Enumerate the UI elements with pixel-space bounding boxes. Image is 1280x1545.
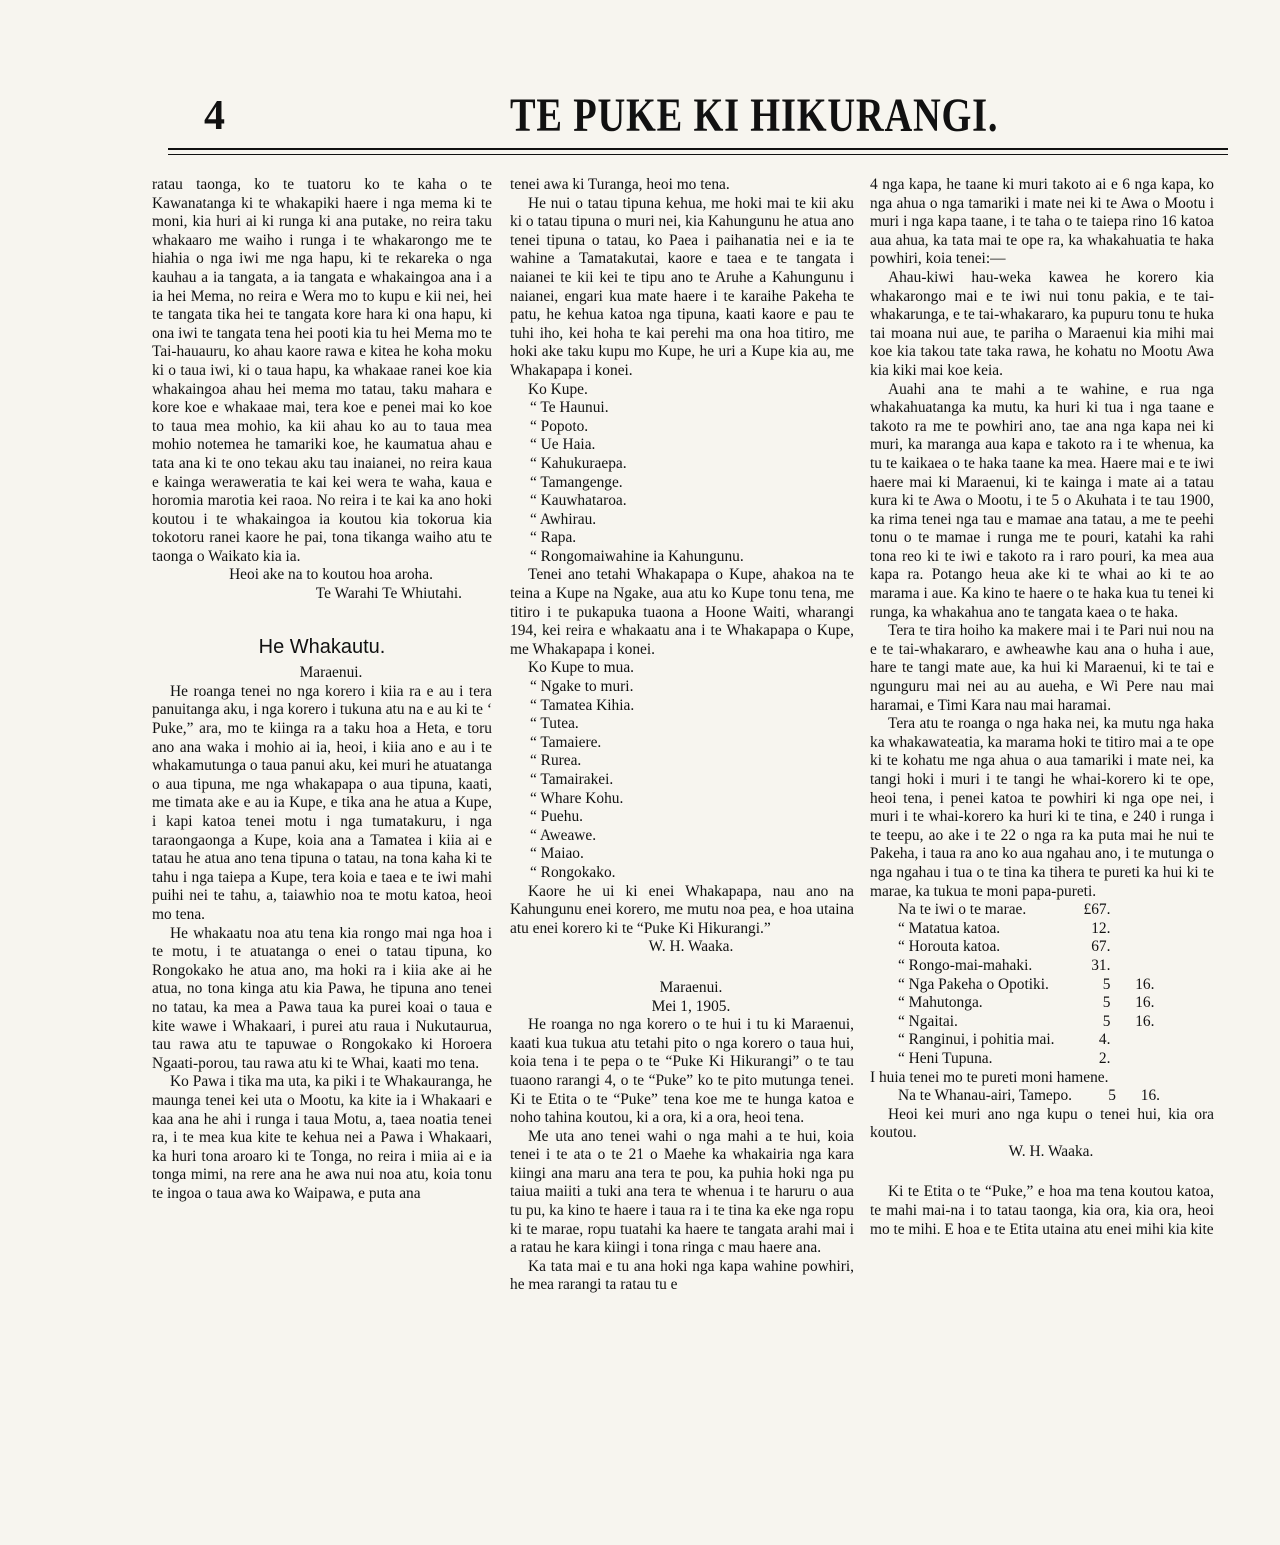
table-row: [898, 1031, 1158, 1050]
genealogy-item: “ Tamatea Kihia.: [530, 696, 635, 714]
amount-shillings: 16.: [1135, 994, 1155, 1012]
table-row: [898, 957, 1158, 976]
paragraph: Ka tata mai e tu ana hoki nga kapa wahine powhiri, he mea rarangi ta ratau tu e: [510, 1257, 854, 1294]
genealogy-item: “ Tamangenge.: [530, 473, 623, 491]
column-3: [870, 176, 1214, 1239]
table-row: [898, 938, 1158, 957]
contributor: “ Nga Pakeha o Opotiki.: [898, 975, 1049, 993]
genealogy-list: [510, 399, 854, 566]
amount-shillings: [1114, 957, 1158, 976]
contributor: Na te Whanau-airi, Tamepo.: [898, 1087, 1072, 1105]
page-number: 4: [204, 93, 225, 139]
header-rule: [168, 148, 1228, 150]
dateline-date: Mei 1, 1905.: [651, 997, 731, 1015]
genealogy-item: “ Puehu.: [530, 808, 584, 826]
paragraph: Ahau-kiwi hau-weka kawea he korero kia whakarongo mai e te iwi nui tonu pakia, e te tai-whakarunga, e te tai-whakararo, ka pupuru tonu te huka tai moana nui aue, te pariha o Maraenui kia mihi mai koe kia takou tate taka rawa, he kohatu no Mootu Awa kia kiki mai koe keia.: [870, 268, 1214, 379]
table-row: [898, 1087, 1164, 1106]
paragraph: I huia tenei mo te pureti moni hamene.: [870, 1068, 1109, 1086]
paragraph: Ki te Etita o te “Puke,” e hoa ma tena koutou katoa, te mahi mai-na i to tatau taonga, kia ora, kia ora, heoi mo te mihi. E hoa e te Etita utaina atu enei mihi kia kite: [870, 1183, 1214, 1238]
contributor: “ Horouta katoa.: [898, 938, 1001, 956]
amount-pounds: 5: [1102, 1012, 1111, 1030]
genealogy-item: “ Rongomaiwahine ia Kahungunu.: [530, 547, 744, 565]
contributor: “ Ranginui, i pohitia mai.: [898, 1031, 1055, 1049]
contributor: Na te iwi o te marae.: [898, 901, 1027, 919]
amount-pounds: 31.: [1091, 956, 1111, 974]
contribution-line: [898, 1087, 1164, 1106]
genealogy-item: “ Rongokako.: [530, 863, 616, 881]
genealogy-item: “ Popoto.: [530, 417, 589, 435]
paragraph: Kaore he ui ki enei Whakapapa, nau ano na Kahungunu enei korero, me mutu noa pea, e hoa utaina atu enei korero ki te “Puke Ki Hikurangi.”: [510, 882, 854, 937]
column-2: [510, 176, 854, 1295]
amount-pounds: 67.: [1091, 938, 1111, 956]
contributor: “ Heni Tupuna.: [898, 1049, 993, 1067]
amount-pounds: 5: [1102, 994, 1111, 1012]
amount-pounds: 2.: [1098, 1049, 1111, 1067]
genealogy-item: “ Tutea.: [530, 715, 579, 733]
contributions-table: [898, 901, 1158, 1068]
paragraph: He roanga no nga korero o te hui i tu ki Maraenui, kaati kua tukua atu tetahi pito o nga korero o taua hui, koia tena i te pepa o te “Puke Ki Hikurangi” o te tau tuaono rarangi 4, o te “Puke” ko te pito mutunga tenei. Ki te Etita o te “Puke” tena koe me te hunga katoa e noho tahina koutou, ki a ora, ki a ora, heoi tena.: [510, 1016, 854, 1127]
paragraph: Tera te tira hoiho ka makere mai i te Pari nui nou na e te tai-whakararo, e awheawhe kau ana o huha i aue, hare te tangi mate aue, ka hui ki Maraenui, ki te tai e ngunguru mai nei au au aueha, e Wi Pere nau mai haramai, e Timi Kara nau mai haramai.: [870, 622, 1214, 714]
genealogy-item: “ Tamaiere.: [530, 733, 602, 751]
paragraph: Me uta ano tenei wahi o nga mahi a te hui, koia tenei i te ata o te 21 o Maehe ka whakairia nga kara kiingi ana maru ana tera te pou, ka puhia hoki nga pu taiua maiiti a tuki ana tera te whenua i te haruru o aua tu pu, ka kino te haere i taua ra i te tina ka eke nga ropu ki te marae, ropu tuatahi ka haere te tangata arahi mai i a ratau he kara kiingi i tona ringa c mau haere ana.: [510, 1127, 854, 1257]
amount-shillings: [1114, 901, 1158, 920]
signature: Te Warahi Te Whiutahi.: [315, 585, 462, 603]
contributor: “ Rongo-mai-mahaki.: [898, 956, 1033, 974]
paragraph: Heoi kei muri ano nga kupu o tenei hui, kia ora koutou.: [870, 1105, 1214, 1142]
genealogy-item: “ Ngake to muri.: [530, 678, 634, 696]
dateline-place: Maraenui.: [659, 978, 723, 996]
signature: W. H. Waaka.: [1008, 1142, 1094, 1160]
table-row: [898, 1050, 1158, 1069]
header-rule-thin: [168, 154, 1228, 155]
genealogy-item: “ Kauwhataroa.: [530, 492, 627, 510]
paragraph: 4 nga kapa, he taane ki muri takoto ai e 6 nga kapa, ko nga ahua o nga tamariki i mate nei ki te Awa o Mootu i muri i nga kapa taane, i te taha o te taiepa rino 16 katoa aua ahua, ka tata mai te ope ra, ka whakahuatia te haka powhiri, koia tenei:—: [870, 176, 1214, 268]
farewell-line: Heoi ake na to koutou hoa aroha.: [229, 566, 433, 584]
contributor: “ Ngaitai.: [898, 1012, 958, 1030]
dateline-place: Maraenui.: [299, 664, 363, 682]
genealogy-item: “ Rurea.: [530, 752, 582, 770]
paragraph: tenei awa ki Turanga, heoi mo tena.: [510, 176, 730, 193]
amount-pounds: £67.: [1083, 901, 1111, 919]
table-row: [898, 1013, 1158, 1032]
amount-shillings: [1114, 1050, 1158, 1069]
column-1: [152, 176, 492, 1203]
signature: W. H. Waaka.: [648, 938, 734, 956]
paragraph: Tera atu te roanga o nga haka nei, ka mutu nga haka ka whakawateatia, ka marama hoki te titiro mai a te ope ki te kohatu me nga ahua o aua tamariki i mate nei, ka tangi hoki i muri i te tangi he whai-korero ki te ope, heoi tena, i penei katoa te powhiri ki nga ope nei, i muri i te whai-korero ka huri ki te tina, e 240 i runga i te teepu, ao ake i te 22 o nga ra ka puta mai he nui te Pakeha, i taua ra ano ko aua ngahau ano, i te mutunga o nga ngahau i tua o te tina ka tihera te pureti ka hui ki te marae, ka tukua te moni papa-pureti.: [870, 715, 1215, 900]
masthead-title: TE PUKE KI HIKURANGI.: [510, 89, 999, 142]
amount-shillings: [1114, 920, 1158, 939]
genealogy-head: Ko Kupe.: [528, 380, 588, 398]
genealogy-item: “ Maiao.: [530, 845, 584, 863]
amount-shillings: [1114, 938, 1158, 957]
amount-pounds: 12.: [1091, 919, 1111, 937]
table-row: [898, 976, 1158, 995]
amount-pounds: 5: [1102, 975, 1111, 993]
paragraph: ratau taonga, ko te tuatoru ko te kaha o te Kawanatanga ki te whakapiki haere i nga mema ki te moni, kia huri ai ki runga ki ana putake, no reira taku whakaaro me waiho i runga i te whakarongo me te hiahia o nga iwi me nga hapu, ki te rekareka o nga kauhau a ia tangata, a ia tangata e whakaingoa ana i a ia hei Mema, no reira e Wera mo to kupu e kii nei, hei te tangata tika hei te tangata kore hara ki ona hapu, ki ona iwi te tangata tena hei pooti kia tu hei Mema mo te Tai-hauauru, ko ahau kaore rawa e kitea he koha moku ki o taua iwi, ki o taua hapu, ka whakaae ranei koe kia whakaingoa ahau hei mema mo tatau, taku mahara e kore koe e whakaae mai, tera koe e penei mai ko koe to taua mea mohio, ka kii ahau ko au to taua mea mohio notemea he tamariki koe, he kaumatua ahau e tata ana ki te ono tekau aku tau inaianei, no reira kaua e kainga weraweratia te kai kei wera te waha, kaua e horomia marotia kei raoa. No reira i te kai ka ano hoki koutou i te whakaingoa ia koutou kia tokorua kia tokotoru ranei kaore he pai, tona tikanga waiho atu te taonga o Waikato kia ia.: [152, 176, 492, 565]
genealogy-head: Ko Kupe to mua.: [528, 659, 635, 677]
paragraph: Ko Pawa i tika ma uta, ka piki i te Whakauranga, he maunga tenei kei uta o Mootu, ka kite ia i Whakaari e kaa ana he ahi i runga i taua Motu, a, taea noatia tenei ra, i te mea kua kite te kehua nei a Pawa i Whakaari, ka huri tona aroaro ki te Tonga, no reira i miia ai e ia tonga mimi, na rere ana he awa nui noa atu, koia tonu te ingoa o taua awa ko Waipawa, e puta ana: [152, 1073, 492, 1202]
genealogy-item: “ Te Haunui.: [530, 399, 609, 417]
table-row: [898, 920, 1158, 939]
amount-shillings: 16.: [1140, 1087, 1160, 1105]
paragraph: He nui o tatau tipuna kehua, me hoki mai te kii aku ki o tatau tipuna o muri nei, kia Kahungunu he atua ano tenei tipuna o tatau, ko Paea i paihanatia nei e ia te wahine a Tamatakutai, kaore e taea e te tangata i naianei te kii kei te tipu ano te Aruhe a Kahungunu i naianei, engari kua mate haere i te karaihe Pakeha te patu, he kehua katoa nga tipuna, kaati kaore e pau te tuhi iho, kei hoha te kai perehi ma ona hoa titiro, me hoki ake taku kupu mo Kupe, he uri a Kupe kia au, me Whakapapa i konei.: [510, 194, 854, 379]
genealogy-item: “ Whare Kohu.: [530, 789, 624, 807]
paragraph: He roanga tenei no nga korero i kiia ra e au i tera panuitanga aku, i nga korero i tukuna atu na e au ki te ‘ Puke,” ara, mo te kiinga ra a taku hoa a Heta, e toru ano ana waka i mohio ai ia, heoi, i kiia ano e au i te whakamutunga o taua panui aku, kei muri he atuatanga o aua tipuna, me nga whakapapa o aua tipuna, kaati, me timata ake e au ia Kupe, e tika ana he atua a Kupe, i kapi katoa tenei motu i nga tumatakuru, i nga taraongaonga a Kupe, koia ana a Tamatea i kiia ai e tatau he atua ano tena tipuna o tatau, na tona kaha ki te tahu i nga taiepa a Kupe, tera koia e taea e te iwi mahi puihi nei te tahu, a, taiawhio noa te motu katoa, heoi mo tena.: [152, 682, 492, 923]
genealogy-item: “ Kahukuraepa.: [530, 454, 627, 472]
genealogy-item: “ Rapa.: [530, 529, 577, 547]
contributor: “ Matatua katoa.: [898, 919, 1001, 937]
genealogy-item: “ Ue Haia.: [530, 436, 596, 454]
genealogy-item: “ Tamairakei.: [530, 771, 614, 788]
genealogy-item: “ Awhirau.: [530, 510, 597, 528]
genealogy-item: “ Aweawe.: [530, 826, 597, 844]
spacer: [510, 957, 854, 979]
amount-shillings: 16.: [1135, 1012, 1155, 1030]
paragraph: Auahi ana te mahi a te wahine, e rua nga whakahuatanga ka mutu, ka huri ki tua i nga taane e takoto ra me te powhiri ano, tae ana nga kapa nei ki muri, ka maranga aua kapa e takoto ra i te whenua, ka tu te kaikaea o te haka taane ka mea. Haere mai e te iwi haere mai ki Maraenui, ki te kainga i mate ai a tatau kura ki te Awa o Mootu, i te 5 o Akuhata i te tau 1900, ka rima tenei nga tau e mamae ana tatau, a me te peehi tonu o te mamae i runga me te pouri, katahi ka rahi tona reo ki te iwi e takoto ra i raro pouri, ka mea aua kapa ra. Potango heua ake ki te whai ao ki te ao marama i aue. Ka kino te haere o te haka kua tu tenei ki runga, ka whakahua ano te tangata kaea o te haka.: [870, 380, 1214, 621]
amount-pounds: 5: [1108, 1087, 1116, 1105]
amount-shillings: 16.: [1135, 975, 1155, 993]
paragraph: Tenei ano tetahi Whakapapa o Kupe, ahakoa na te teina a Kupe na Ngake, aua atu ko Kupe tonu tena, me titiro i te pukapuka tuaona a Hoone Waiti, wharangi 194, kei reira e whakaatu ana i te Whakapapa o Kupe, me Whakapapa i konei.: [510, 566, 854, 658]
table-row: [898, 901, 1158, 920]
spacer: [870, 1161, 1214, 1183]
amount-pounds: 4.: [1098, 1031, 1111, 1049]
paragraph: He whakaatu noa atu tena kia rongo mai nga hoa i te motu, i te atuatanga o enei o tatau tipuna, ko Rongokako he atua ano, ma hoki ra i kiia ake ai he atua, no tona kinga atu kia Pawa, he tipuna ano tenei no tatau, ka mea a Pawa taua ka purei koai o taua e kite wawe i Whakaari, i purei atu raua i Nukutaurua, tau rawa atu te tapuwae o Rongokako ki Horoera Ngaati-porou, tau rawa atu ki te Whai, kaati mo tena.: [152, 924, 492, 1072]
table-row: [898, 994, 1158, 1013]
article-heading: He Whakautu.: [258, 635, 386, 658]
amount-shillings: [1114, 1031, 1158, 1050]
genealogy-list: [510, 678, 854, 883]
contributor: “ Mahutonga.: [898, 994, 983, 1012]
